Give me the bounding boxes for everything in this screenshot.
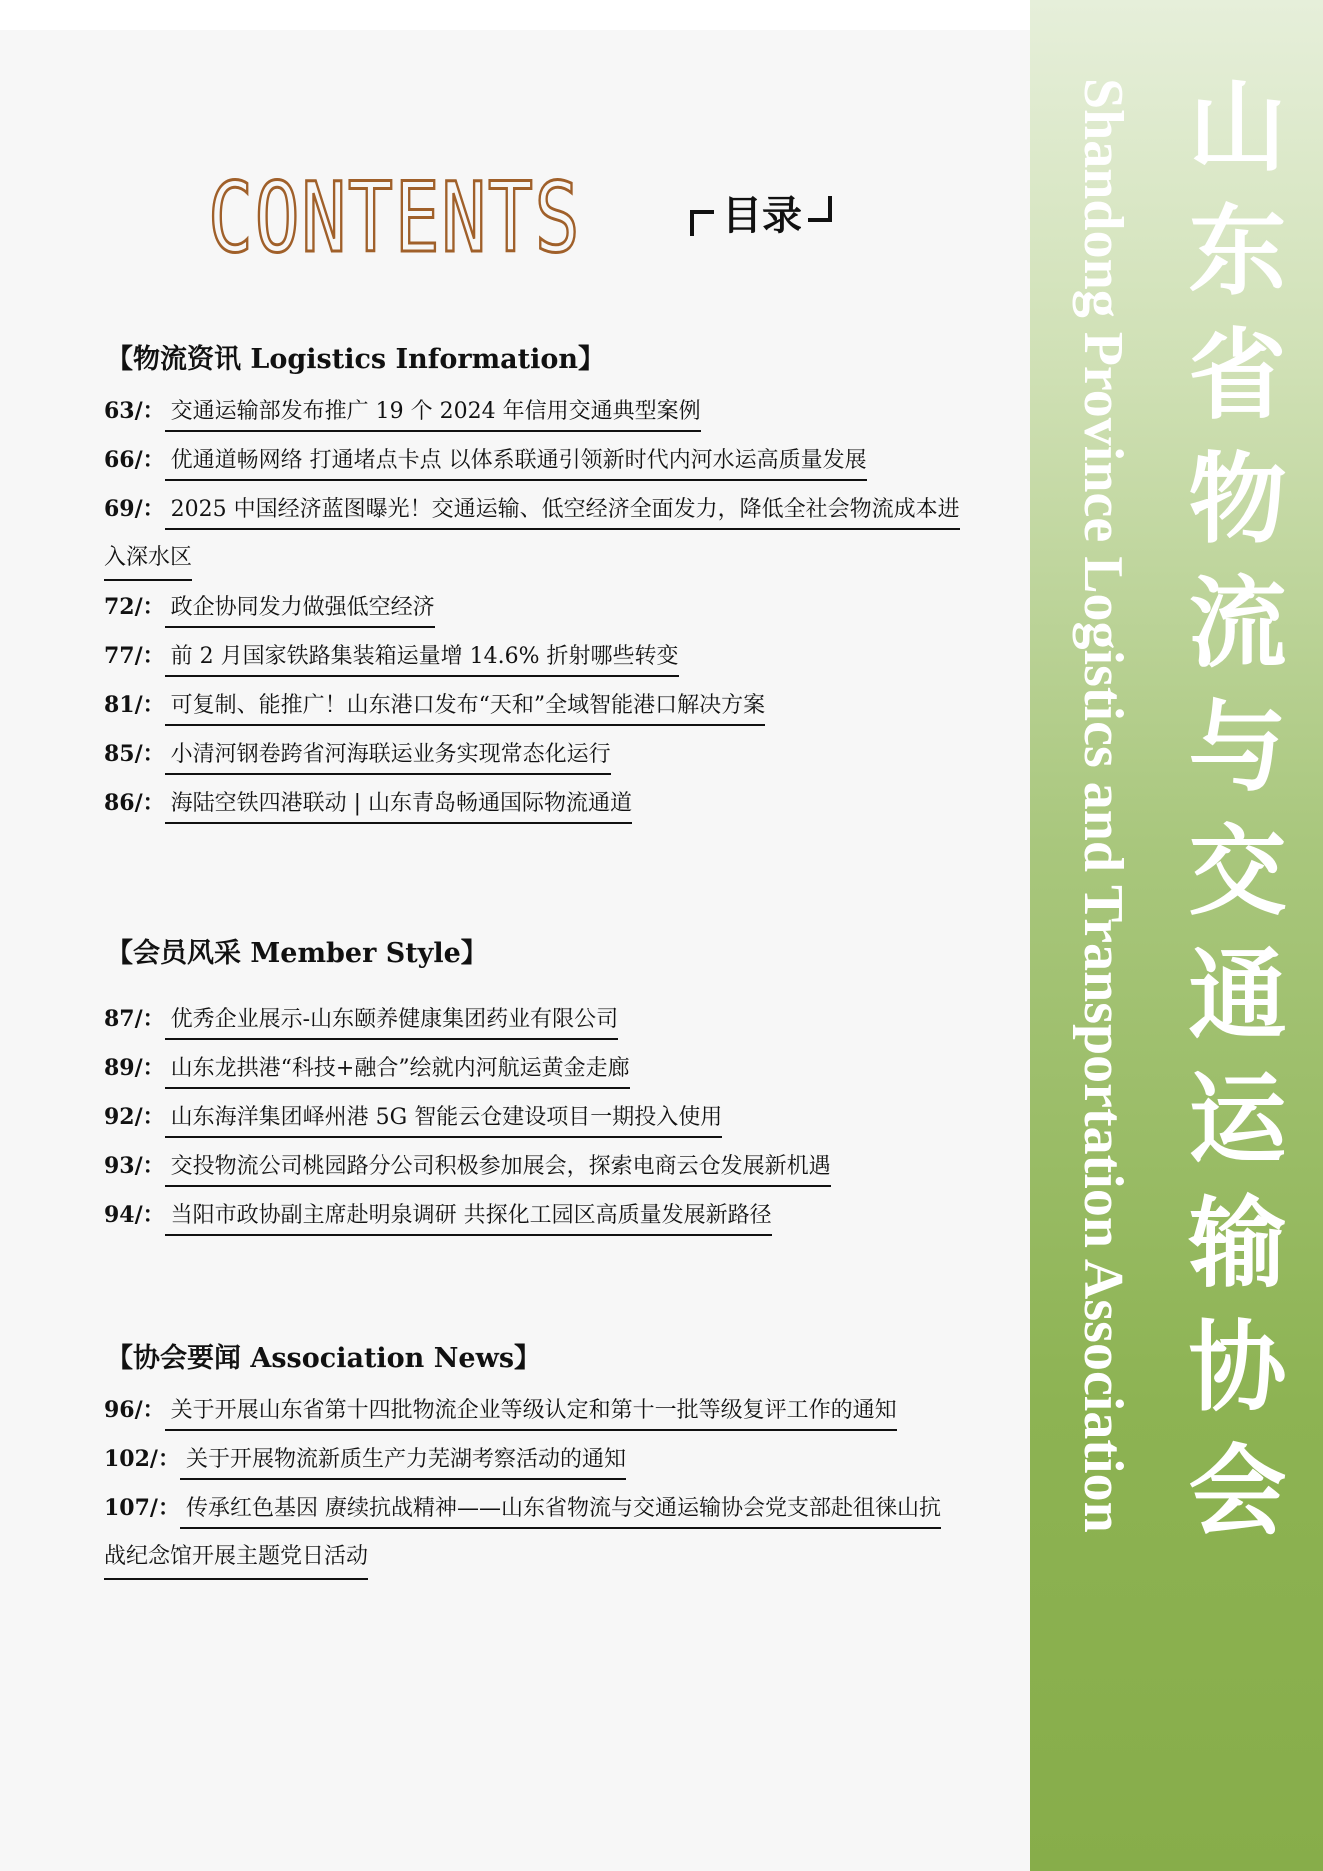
- toc-entry[interactable]: [104, 592, 435, 623]
- page-number: 96/：: [104, 1397, 165, 1423]
- page-number: 94/：: [104, 1202, 165, 1228]
- toc-entry[interactable]: [104, 690, 765, 721]
- entry-title[interactable]: 当阳市政协副主席赴明泉调研 共探化工园区高质量发展新路径: [165, 1203, 772, 1236]
- toc-entry[interactable]: [104, 1102, 722, 1133]
- entry-title[interactable]: 可复制、能推广！山东港口发布“天和”全域智能港口解决方案: [165, 693, 766, 726]
- entry-title[interactable]: 优秀企业展示-山东颐养健康集团药业有限公司: [165, 1007, 618, 1040]
- toc-entry[interactable]: [104, 396, 701, 427]
- toc-entry[interactable]: [104, 1444, 626, 1475]
- page-top-band: [0, 0, 1030, 30]
- banner-english-title: Shandong Province Logistics and Transportation Association: [1072, 78, 1134, 1533]
- page-number: 102/：: [104, 1446, 180, 1472]
- page-number: 72/：: [104, 594, 165, 620]
- toc-entry[interactable]: [104, 1200, 772, 1231]
- bracket-right-decoration: [808, 196, 832, 222]
- entry-title-continuation[interactable]: 入深水区: [104, 543, 192, 581]
- section-heading-association-news: 【协会要闻 Association News】: [106, 1343, 542, 1374]
- toc-entry[interactable]: [104, 1151, 831, 1182]
- toc-entry[interactable]: [104, 494, 960, 525]
- entry-title[interactable]: 2025 中国经济蓝图曝光！交通运输、低空经济全面发力，降低全社会物流成本进: [165, 497, 960, 530]
- toc-entry[interactable]: [104, 1395, 897, 1426]
- entry-title[interactable]: 交通运输部发布推广 19 个 2024 年信用交通典型案例: [165, 399, 701, 432]
- page-number: 93/：: [104, 1153, 165, 1179]
- contents-title: CONTENTS: [208, 162, 582, 274]
- entry-title[interactable]: 传承红色基因 赓续抗战精神——山东省物流与交通运输协会党支部赴徂徕山抗: [180, 1496, 941, 1529]
- entry-title[interactable]: 海陆空铁四港联动 | 山东青岛畅通国际物流通道: [165, 791, 632, 824]
- entry-title[interactable]: 关于开展物流新质生产力芜湖考察活动的通知: [180, 1447, 626, 1480]
- page-number: 86/：: [104, 790, 165, 816]
- toc-entry[interactable]: [104, 788, 632, 819]
- toc-entry[interactable]: [104, 1053, 630, 1084]
- toc-entry[interactable]: [104, 641, 679, 672]
- entry-title-continuation[interactable]: 战纪念馆开展主题党日活动: [104, 1542, 368, 1580]
- page-number: 87/：: [104, 1006, 165, 1032]
- page-number: 81/：: [104, 692, 165, 718]
- mulu-label: [690, 192, 840, 244]
- bracket-left-decoration: [690, 210, 714, 236]
- section-heading-logistics-information: 【物流资讯 Logistics Information】: [106, 344, 606, 375]
- entry-title[interactable]: 关于开展山东省第十四批物流企业等级认定和第十一批等级复评工作的通知: [165, 1398, 897, 1431]
- entry-title[interactable]: 小清河钢卷跨省河海联运业务实现常态化运行: [165, 742, 611, 775]
- entry-title[interactable]: 政企协同发力做强低空经济: [165, 595, 435, 628]
- page-number: 92/：: [104, 1104, 165, 1130]
- page-number: 77/：: [104, 643, 165, 669]
- page-number: 69/：: [104, 496, 165, 522]
- toc-entry[interactable]: [104, 739, 611, 770]
- entry-title[interactable]: 前 2 月国家铁路集装箱运量增 14.6% 折射哪些转变: [165, 644, 679, 677]
- entry-title[interactable]: 优通道畅网络 打通堵点卡点 以体系联通引领新时代内河水运高质量发展: [165, 448, 867, 481]
- page-number: 89/：: [104, 1055, 165, 1081]
- banner-chinese-title: 山东省物流与交通运输协会: [1172, 75, 1287, 1563]
- toc-entry[interactable]: [104, 445, 867, 476]
- entry-title[interactable]: 山东龙拱港“科技+融合”绘就内河航运黄金走廊: [165, 1056, 630, 1089]
- mulu-text: 目录: [722, 193, 802, 239]
- entry-title[interactable]: 山东海洋集团峄州港 5G 智能云仓建设项目一期投入使用: [165, 1105, 723, 1138]
- page-number: 85/：: [104, 741, 165, 767]
- page-number: 107/：: [104, 1495, 180, 1521]
- section-heading-member-style: 【会员风采 Member Style】: [106, 938, 488, 969]
- toc-entry[interactable]: [104, 1493, 941, 1524]
- page-number: 63/：: [104, 398, 165, 424]
- page-number: 66/：: [104, 447, 165, 473]
- entry-title[interactable]: 交投物流公司桃园路分公司积极参加展会，探索电商云仓发展新机遇: [165, 1154, 831, 1187]
- toc-entry[interactable]: [104, 1004, 618, 1035]
